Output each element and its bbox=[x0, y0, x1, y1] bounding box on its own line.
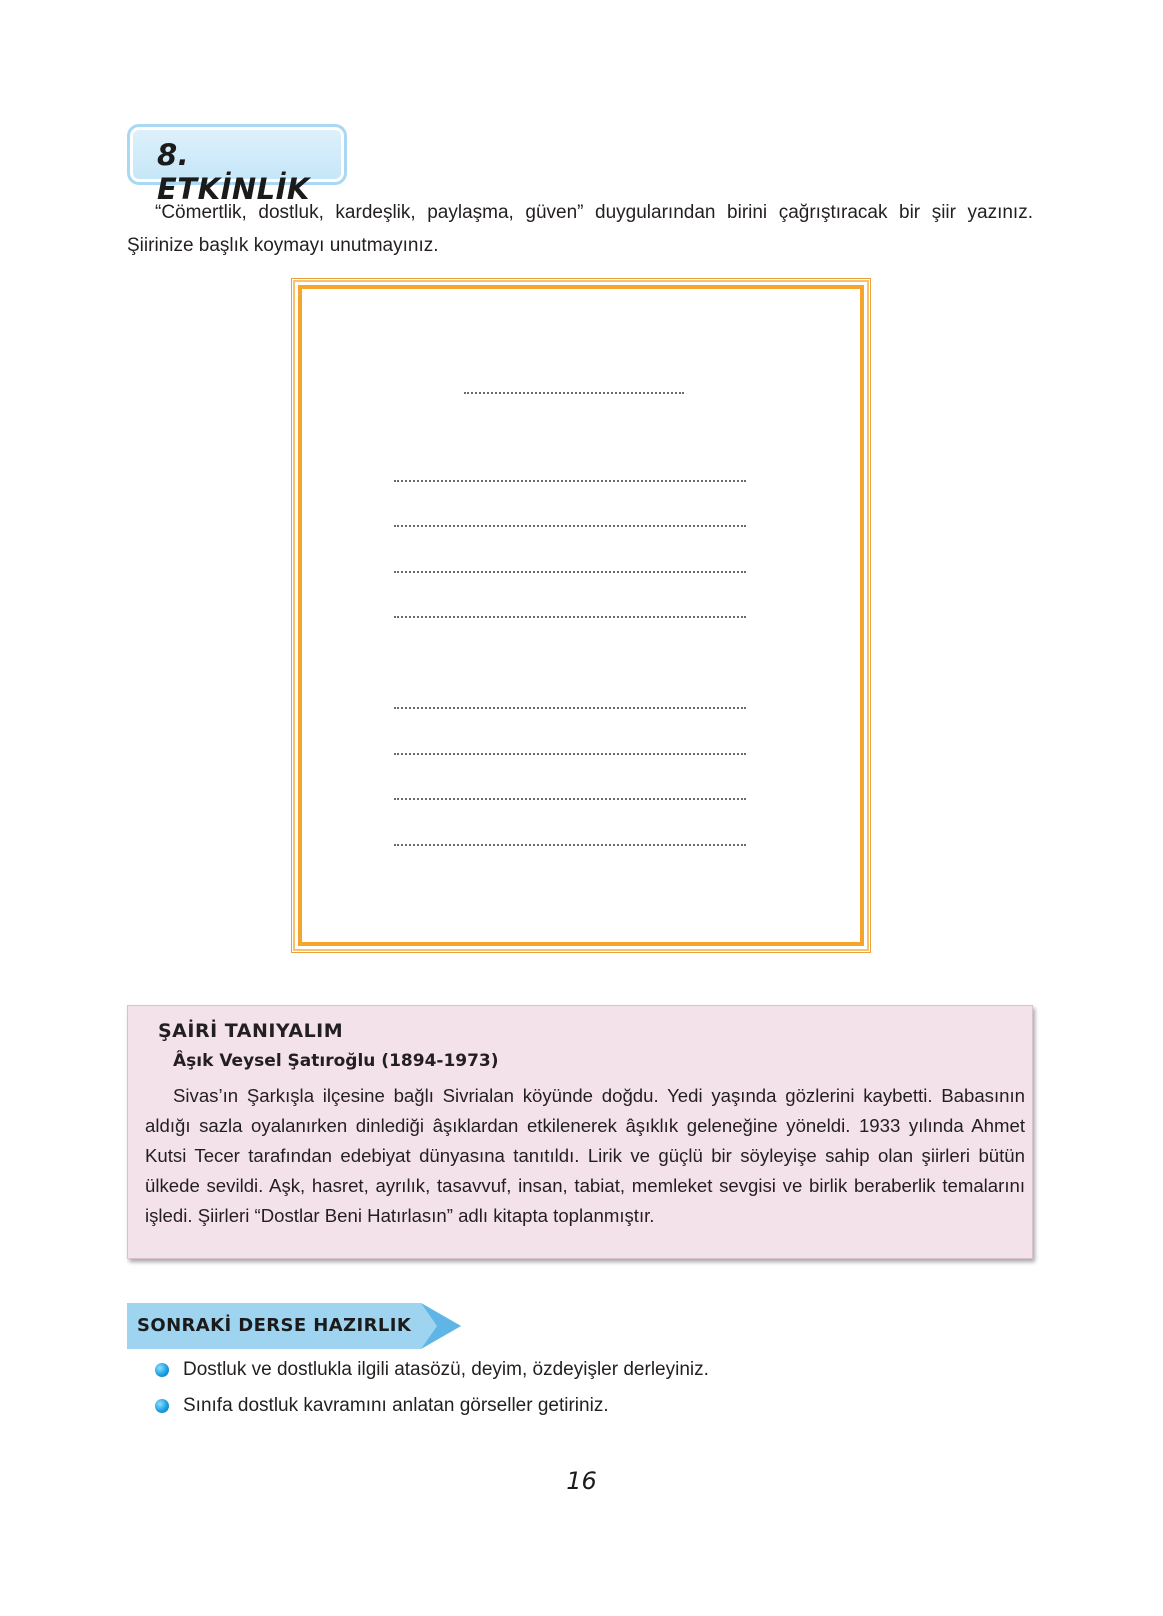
poet-info-box bbox=[127, 1005, 1033, 1259]
instruction-text: “Cömertlik, dostluk, kardeşlik, paylaşma, güven” duygularından birini çağrıştıracak bir şiir yazınız. Şiirinize başlık koymayı unutmayınız. bbox=[127, 202, 1033, 256]
list-item bbox=[153, 1395, 709, 1431]
poem-line[interactable] bbox=[394, 798, 746, 800]
poem-title-line[interactable] bbox=[464, 392, 684, 394]
poet-box-heading: ŞAİRİ TANIYALIM bbox=[158, 1020, 344, 1042]
poem-line[interactable] bbox=[394, 616, 746, 618]
poem-line[interactable] bbox=[394, 525, 746, 527]
poem-line[interactable] bbox=[394, 844, 746, 846]
poet-biography bbox=[145, 1081, 1025, 1231]
poet-biography-text: Sivas’ın Şarkışla ilçesine bağlı Sivrialan köyünde doğdu. Yedi yaşında gözlerini kaybetti. Babasının aldığı sazla oyalanırken dinlediği âşıklardan etkilenerek âşıklık geleneğine yöneldi. 1933 yılında Ahmet Kutsi Tecer tarafından edebiyat dünyasına tanıtıldı. Lirik ve güçlü bir söyleyişe sahip olan şiirleri bütün ülkede sevildi. Aşk, hasret, ayrılık, tasavvuf, insan, tabiat, memleket sevgisi ve birlik beraberlik temalarını işledi. Şiirleri “Dostlar Beni Hatırlasın” adlı kitapta toplanmıştır. bbox=[145, 1085, 1025, 1226]
list-item bbox=[153, 1359, 709, 1395]
preparation-list bbox=[153, 1359, 709, 1431]
poem-line[interactable] bbox=[394, 753, 746, 755]
bullet-icon bbox=[155, 1399, 169, 1413]
activity-title: 8. ETKİNLİK bbox=[157, 138, 310, 206]
poem-line[interactable] bbox=[394, 480, 746, 482]
poem-line[interactable] bbox=[394, 707, 746, 709]
page-number: 16 bbox=[566, 1467, 597, 1495]
next-lesson-heading: SONRAKİ DERSE HAZIRLIK bbox=[137, 1315, 412, 1336]
poem-writing-frame bbox=[298, 285, 864, 946]
list-item-text: Sınıfa dostluk kavramını anlatan görseller getiriniz. bbox=[183, 1395, 609, 1416]
instruction-paragraph bbox=[127, 196, 1033, 262]
poet-name: Âşık Veysel Şatıroğlu (1894-1973) bbox=[173, 1051, 499, 1071]
activity-title-badge bbox=[127, 124, 347, 206]
poem-line[interactable] bbox=[394, 571, 746, 573]
bullet-icon bbox=[155, 1363, 169, 1377]
list-item-text: Dostluk ve dostlukla ilgili atasözü, deyim, özdeyişler derleyiniz. bbox=[183, 1359, 709, 1380]
next-lesson-banner bbox=[127, 1303, 461, 1349]
